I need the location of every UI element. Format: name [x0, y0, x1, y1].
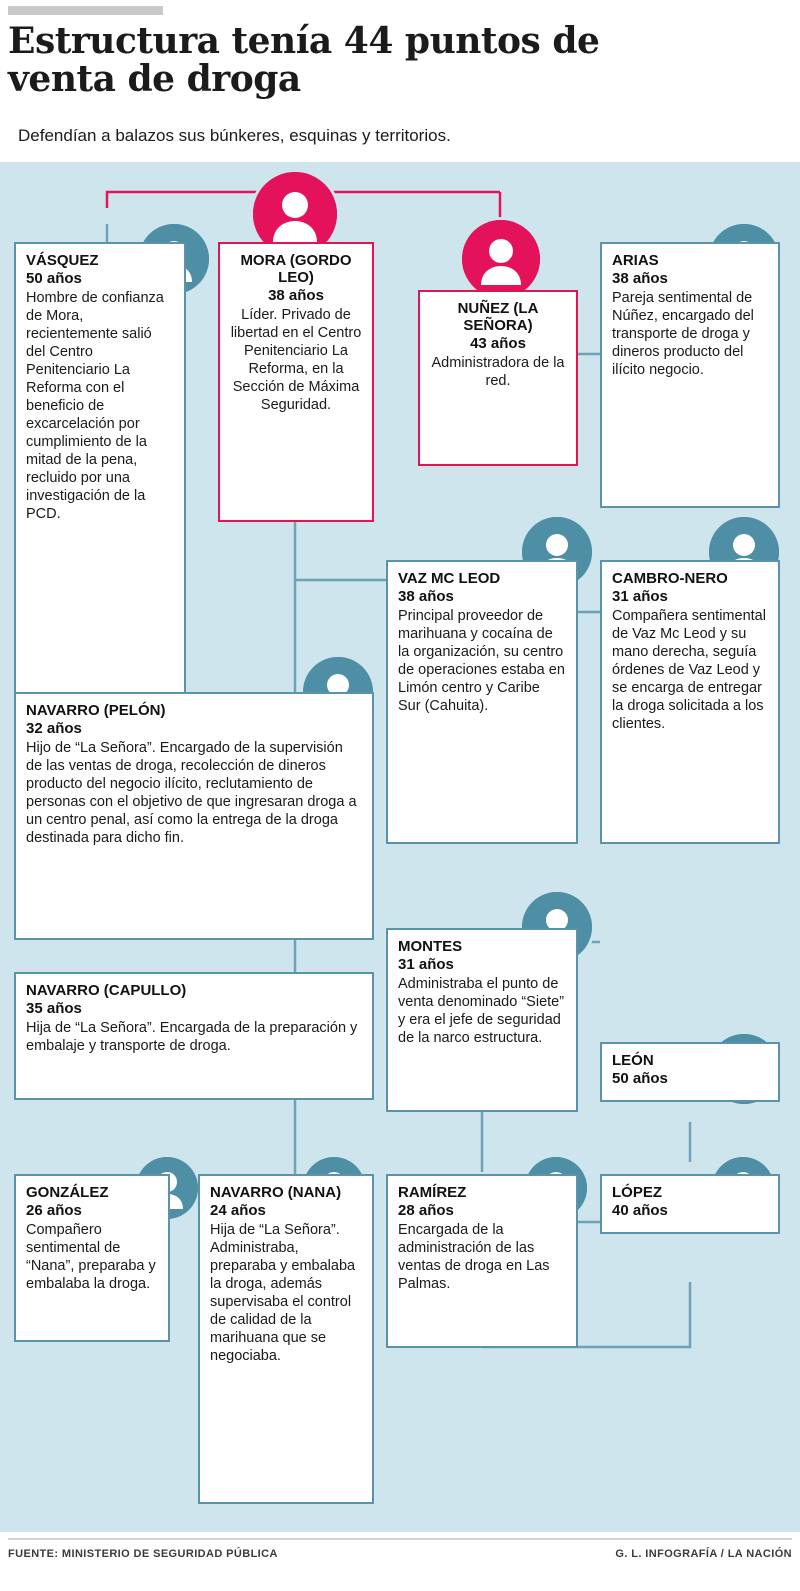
org-chart-canvas	[0, 162, 800, 1532]
node-name: GONZÁLEZ	[26, 1184, 109, 1201]
node-description: Pareja sentimental de Núñez, encargado del transporte de droga y dineros producto del ilícito negocio.	[612, 290, 754, 378]
node-name: MORA (GORDO LEO)	[240, 252, 352, 286]
node-name: NAVARRO (CAPULLO)	[26, 982, 187, 999]
node-card-gonzalez[interactable]	[14, 1174, 170, 1342]
node-card-lopez[interactable]	[600, 1174, 780, 1234]
page-title: Estructura tenía 44 puntos de venta de droga	[8, 20, 600, 100]
node-age: 43 años	[470, 335, 526, 352]
node-age: 32 años	[26, 720, 82, 737]
node-card-ramirez[interactable]	[386, 1174, 578, 1348]
node-description: Hijo de “La Señora”. Encargado de la supervisión de las ventas de droga, recolección de dineros producto del negocio ilícito, reclutamiento de personas con el objetivo de que ingresaran droga a un centro penal, así como la entrega de la droga destinada para dicho fin.	[26, 740, 357, 846]
node-name: MONTES	[398, 938, 463, 955]
node-card-mora[interactable]	[218, 242, 374, 522]
node-name: NUÑEZ (LA SEÑORA)	[457, 300, 539, 334]
node-description: Líder. Privado de libertad en el Centro Penitenciario La Reforma, en la Sección de Máxima Seguridad.	[230, 307, 362, 413]
node-age: 38 años	[398, 588, 454, 605]
node-card-nunez[interactable]	[418, 290, 578, 466]
node-age: 24 años	[210, 1202, 266, 1219]
footer-source: FUENTE: MINISTERIO DE SEGURIDAD PÚBLICA	[8, 1548, 278, 1560]
top-accent-bar	[8, 6, 163, 15]
node-card-navarro-capullo[interactable]	[14, 972, 374, 1100]
node-description: Encargada de la administración de las ventas de droga en Las Palmas.	[398, 1222, 550, 1292]
node-age: 38 años	[268, 287, 324, 304]
node-name: ARIAS	[612, 252, 659, 269]
page-subtitle: Defendían a balazos sus búnkeres, esquinas y territorios.	[18, 126, 451, 145]
node-card-arias[interactable]	[600, 242, 780, 508]
node-description: Administradora de la red.	[431, 355, 565, 389]
node-name: NAVARRO (NANA)	[210, 1184, 342, 1201]
node-name: NAVARRO (PELÓN)	[26, 702, 166, 719]
node-name: VAZ MC LEOD	[398, 570, 501, 587]
node-age: 31 años	[398, 956, 454, 973]
node-age: 28 años	[398, 1202, 454, 1219]
node-description: Hija de “La Señora”. Encargada de la preparación y embalaje y transporte de droga.	[26, 1020, 358, 1054]
node-card-leon[interactable]	[600, 1042, 780, 1102]
node-description: Principal proveedor de marihuana y cocaína de la organización, su centro de operaciones estaba en Limón centro y Caribe Sur (Cahuita).	[398, 608, 565, 714]
node-name: CAMBRO-NERO	[612, 570, 728, 587]
node-card-montes[interactable]	[386, 928, 578, 1112]
node-age: 38 años	[612, 270, 668, 287]
node-name: LEÓN	[612, 1052, 654, 1069]
node-age: 35 años	[26, 1000, 82, 1017]
footer-divider	[8, 1538, 792, 1540]
node-description: Hombre de confianza de Mora, recientemente salió del Centro Penitenciario La Reforma con el beneficio de excarcelación por cumplimiento de la mitad de la pena, recluido por una investigación de la PCD.	[26, 290, 164, 522]
node-card-navarro-pelon[interactable]	[14, 692, 374, 940]
footer	[0, 1532, 800, 1591]
node-description: Administraba el punto de venta denominado “Siete” y era el jefe de seguridad de la narco estructura.	[398, 976, 565, 1046]
node-card-vazmcleod[interactable]	[386, 560, 578, 844]
node-age: 50 años	[26, 270, 82, 287]
avatar-nunez	[462, 220, 540, 298]
node-card-cambronero[interactable]	[600, 560, 780, 844]
node-age: 26 años	[26, 1202, 82, 1219]
node-age: 50 años	[612, 1070, 668, 1087]
node-description: Compañera sentimental de Vaz Mc Leod y su mano derecha, seguía órdenes de Vaz Leod y se encarga de entregar la droga solicitada a los clientes.	[612, 608, 766, 732]
node-name: RAMÍREZ	[398, 1184, 467, 1201]
node-description: Hija de “La Señora”. Administraba, preparaba y embalaba la droga, además supervisaba el control de calidad de la marihuana que se negociaba.	[210, 1222, 356, 1364]
footer-credit: G. L. INFOGRAFÍA / LA NACIÓN	[615, 1548, 792, 1560]
node-description: Compañero sentimental de “Nana”, preparaba y embalaba la droga.	[26, 1222, 156, 1292]
node-age: 31 años	[612, 588, 668, 605]
node-name: VÁSQUEZ	[26, 252, 99, 269]
node-card-navarro-nana[interactable]	[198, 1174, 374, 1504]
node-age: 40 años	[612, 1202, 668, 1219]
node-name: LÓPEZ	[612, 1184, 663, 1201]
